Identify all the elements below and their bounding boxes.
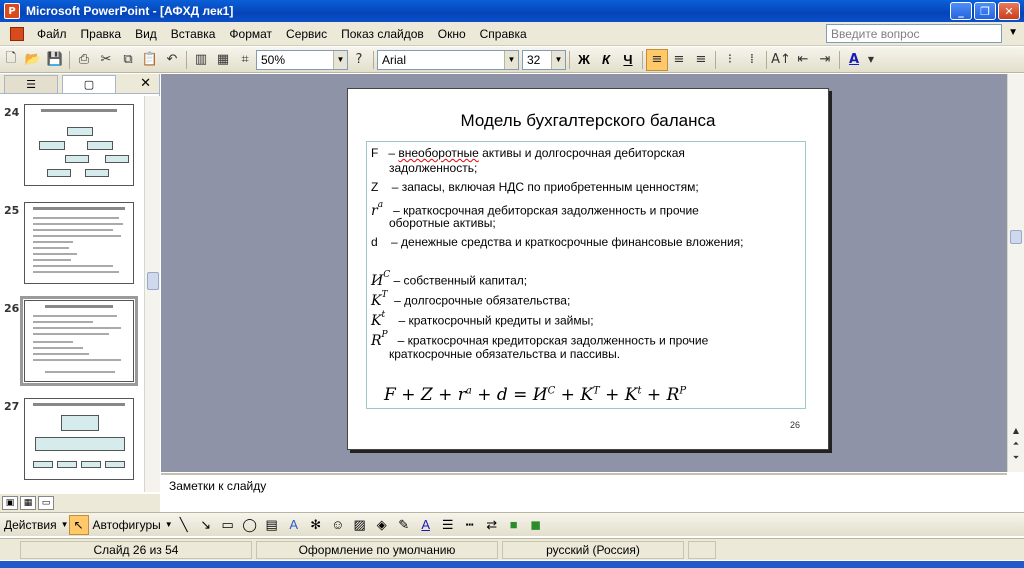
copy-icon[interactable]: ⧉ — [123, 52, 133, 67]
select-cursor-icon[interactable]: ↖ — [69, 515, 89, 535]
clipart-icon[interactable]: ☺ — [331, 517, 345, 532]
cut-icon[interactable]: ✂ — [100, 52, 112, 67]
slide-number: 26 — [4, 302, 20, 315]
formula-sup: P — [679, 385, 687, 397]
font-dropdown-icon[interactable]: ▼ — [504, 51, 518, 69]
decrease-indent-icon[interactable]: ⇤ — [797, 52, 809, 67]
zoom-select[interactable] — [256, 50, 348, 70]
autoshapes-menu[interactable]: Автофигуры — [92, 517, 161, 532]
kt-superscript: T — [381, 290, 388, 300]
kt-text: – долгосрочные обязательства; — [394, 293, 571, 308]
numbered-list-icon[interactable]: ⁝ — [727, 52, 733, 67]
slide-canvas[interactable] — [347, 88, 829, 450]
grid-icon[interactable]: ⌗ — [241, 52, 249, 67]
rp-superscript: P — [381, 330, 388, 340]
slide-thumbnail-row[interactable] — [0, 398, 144, 488]
kt2-symbol — [371, 310, 386, 329]
close-button[interactable]: ✕ — [998, 2, 1020, 20]
picture-icon[interactable]: ▨ — [353, 516, 366, 532]
f-text-misspelled: внеоборотные — [398, 146, 479, 160]
formula-sup: a — [465, 385, 472, 397]
ic-text: – собственный капитал; — [393, 273, 528, 288]
bullet-list-icon[interactable]: ⁞ — [749, 52, 755, 67]
editor-scrollbar[interactable] — [1007, 74, 1024, 472]
italic-button[interactable]: К — [602, 52, 610, 67]
autoshapes-dropdown-icon[interactable]: ▼ — [164, 520, 173, 529]
font-select[interactable] — [377, 50, 519, 70]
save-icon[interactable]: 💾 — [46, 52, 64, 67]
slide-thumbnail-row[interactable] — [0, 202, 144, 292]
rp-base: R — [371, 332, 382, 349]
help-icon[interactable]: ? — [355, 52, 363, 67]
formula-part: + R — [641, 385, 680, 405]
slide-thumbnail[interactable] — [24, 202, 134, 284]
oval-icon[interactable]: ◯ — [242, 516, 257, 532]
help-search-input[interactable]: Введите вопрос — [826, 24, 1002, 43]
menu-file[interactable]: Файл — [37, 26, 67, 41]
rectangle-icon[interactable]: ▭ — [221, 516, 234, 532]
menu-view[interactable]: Вид — [135, 26, 157, 41]
font-color-dropdown-icon[interactable]: ▼ — [867, 55, 875, 64]
increase-font-icon[interactable]: A↑ — [771, 52, 791, 67]
menu-insert[interactable]: Вставка — [170, 26, 216, 41]
ra-base: r — [371, 202, 378, 219]
document-icon[interactable] — [10, 27, 24, 41]
ra-text-continued: оборотные активы; — [389, 216, 496, 230]
notes-placeholder[interactable]: Заметки к слайду — [169, 479, 267, 493]
line-color-icon[interactable]: ✎ — [398, 516, 410, 532]
actions-menu[interactable]: Действия — [4, 517, 57, 532]
zoom-dropdown-icon[interactable]: ▼ — [333, 51, 347, 69]
font-size-dropdown-icon[interactable]: ▼ — [551, 51, 565, 69]
slide-title[interactable]: Модель бухгалтерского баланса — [460, 111, 716, 130]
kt2-text: – краткосрочный кредиты и займы; — [398, 313, 594, 328]
outline-tab[interactable]: ☰ — [4, 75, 58, 93]
paste-icon[interactable]: 📋 — [141, 52, 159, 67]
zoom-value: 50% — [261, 52, 286, 67]
font-value: Arial — [382, 52, 407, 67]
status-language: русский (Россия) — [502, 541, 684, 559]
formula-part: + K — [555, 385, 594, 405]
slide-thumbnail-row[interactable] — [0, 300, 144, 390]
slides-scrollbar[interactable] — [144, 96, 160, 492]
menu-bar — [0, 22, 1024, 46]
formula-sup: T — [593, 385, 600, 397]
slides-tab[interactable]: ▢ — [62, 75, 116, 93]
editor-scroll-thumb[interactable] — [1010, 230, 1022, 244]
align-left-icon[interactable]: ≡ — [646, 49, 668, 71]
ra-superscript: a — [377, 200, 384, 210]
insert-table-icon[interactable]: ▦ — [216, 52, 230, 67]
line-icon[interactable]: ╲ — [179, 516, 188, 532]
slide-number: 27 — [4, 400, 20, 413]
kt2-base: K — [371, 312, 382, 329]
rp-symbol — [371, 330, 388, 349]
slide-sorter-view-icon[interactable]: ▦ — [20, 496, 36, 510]
menu-format[interactable]: Формат — [229, 26, 273, 41]
shadow-icon[interactable]: ■ — [509, 517, 518, 532]
f-symbol: F — [371, 146, 379, 160]
ic-superscript: C — [383, 270, 391, 280]
align-center-icon[interactable]: ≡ — [673, 52, 685, 67]
drawing-toolbar — [0, 512, 1024, 536]
align-right-icon[interactable]: ≡ — [695, 52, 707, 67]
formula-sup: t — [637, 385, 642, 397]
new-file-icon[interactable]: 🗋 — [5, 50, 17, 66]
formula-part: + d = И — [471, 385, 548, 405]
fill-color-icon[interactable]: ◈ — [376, 516, 387, 532]
print-icon[interactable]: ⎙ — [78, 52, 90, 67]
window-title: Microsoft PowerPoint - [АФХД лек1] — [26, 4, 234, 18]
slides-scroll-thumb[interactable] — [147, 272, 159, 290]
bold-button[interactable]: Ж — [578, 52, 590, 67]
panel-close-icon[interactable]: ✕ — [140, 76, 151, 91]
previous-slide-icon[interactable]: ⏶ — [1012, 439, 1020, 448]
kt2-superscript: t — [381, 310, 386, 320]
3d-icon[interactable]: ◼ — [530, 516, 542, 532]
underline-button[interactable]: Ч — [623, 52, 633, 67]
textbox-icon[interactable]: ▤ — [265, 516, 278, 532]
formula-part: + K — [599, 385, 638, 405]
dash-style-icon[interactable]: ┅ — [465, 516, 474, 532]
maximize-button[interactable]: ❐ — [974, 2, 996, 20]
next-slide-icon[interactable]: ⏷ — [1012, 453, 1020, 462]
slide-text-box[interactable] — [366, 141, 806, 409]
z-text: – запасы, включая НДС по приобретенным ценностям; — [391, 180, 699, 194]
menu-slideshow[interactable]: Показ слайдов — [341, 26, 424, 41]
ra-text: – краткосрочная дебиторская задолженность и прочие — [393, 203, 699, 218]
ic-symbol — [371, 270, 391, 289]
slide-number: 24 — [4, 106, 20, 119]
arrow-icon[interactable]: ↘ — [200, 516, 212, 532]
f-text-continued: задолженность; — [389, 161, 478, 175]
formula-sup: C — [547, 385, 556, 397]
view-buttons — [0, 494, 160, 512]
insert-chart-icon[interactable]: ▥ — [194, 52, 208, 67]
slide-thumbnail[interactable] — [24, 104, 134, 186]
ra-symbol — [371, 200, 384, 219]
powerpoint-app-icon[interactable]: P — [4, 3, 20, 19]
status-bar — [0, 538, 1024, 560]
slide-page-number: 26 — [789, 420, 800, 430]
text-color-icon[interactable]: A — [421, 517, 431, 532]
minimize-button[interactable]: _ — [950, 2, 972, 20]
open-folder-icon[interactable]: 📂 — [24, 52, 42, 67]
slide-thumbnail[interactable] — [24, 398, 134, 480]
diagram-icon[interactable]: ✻ — [310, 516, 322, 532]
notes-pane[interactable] — [161, 473, 1007, 511]
status-slide: Слайд 26 из 54 — [20, 541, 252, 559]
z-symbol: Z — [371, 180, 379, 194]
menu-tools[interactable]: Сервис — [286, 26, 328, 41]
rp-text-continued: краткосрочные обязательства и пассивы. — [389, 347, 621, 361]
font-size-select[interactable] — [522, 50, 566, 70]
ic-base: И — [371, 272, 384, 289]
slide-number: 25 — [4, 204, 20, 217]
line-style-icon[interactable]: ☰ — [441, 516, 454, 532]
help-dropdown-icon[interactable]: ▼ — [1008, 27, 1018, 38]
balance-formula — [384, 385, 686, 405]
d-text: – денежные средства и краткосрочные финансовые вложения; — [391, 235, 744, 249]
f-text: активы и долгосрочная дебиторская — [478, 146, 685, 160]
status-design[interactable]: Оформление по умолчанию — [256, 541, 498, 559]
toolbar — [0, 47, 1024, 73]
actions-dropdown-icon[interactable]: ▼ — [60, 520, 69, 529]
menu-help[interactable]: Справка — [479, 26, 527, 41]
d-symbol: d — [371, 235, 378, 249]
wordart-icon[interactable]: A — [289, 517, 299, 532]
status-spacer — [688, 541, 716, 559]
slide-editing-area — [161, 74, 1007, 472]
kt-base: K — [371, 292, 382, 309]
arrow-style-icon[interactable]: ⇄ — [486, 516, 498, 532]
undo-icon[interactable]: ↶ — [166, 52, 178, 67]
formula-part: F + Z + r — [384, 385, 466, 405]
increase-indent-icon[interactable]: ⇥ — [819, 52, 831, 67]
windows-taskbar — [0, 561, 1024, 568]
rp-text: – краткосрочная кредиторская задолженность и прочие — [397, 333, 709, 348]
menu-edit[interactable]: Правка — [80, 26, 122, 41]
normal-view-icon[interactable]: ▣ — [2, 496, 18, 510]
font-color-icon[interactable]: A — [848, 52, 860, 67]
f-dash: – — [388, 146, 399, 160]
slides-panel — [0, 74, 160, 492]
kt-symbol — [371, 290, 388, 309]
scroll-up-arrow-icon[interactable]: ▲ — [1012, 425, 1020, 435]
slideshow-view-icon[interactable]: ▭ — [38, 496, 54, 510]
title-bar — [0, 0, 1024, 22]
menu-window[interactable]: Окно — [437, 26, 466, 41]
font-size-value: 32 — [527, 52, 541, 67]
slide-thumbnail-row[interactable] — [0, 104, 144, 194]
slide-thumbnail-selected[interactable] — [24, 300, 134, 382]
